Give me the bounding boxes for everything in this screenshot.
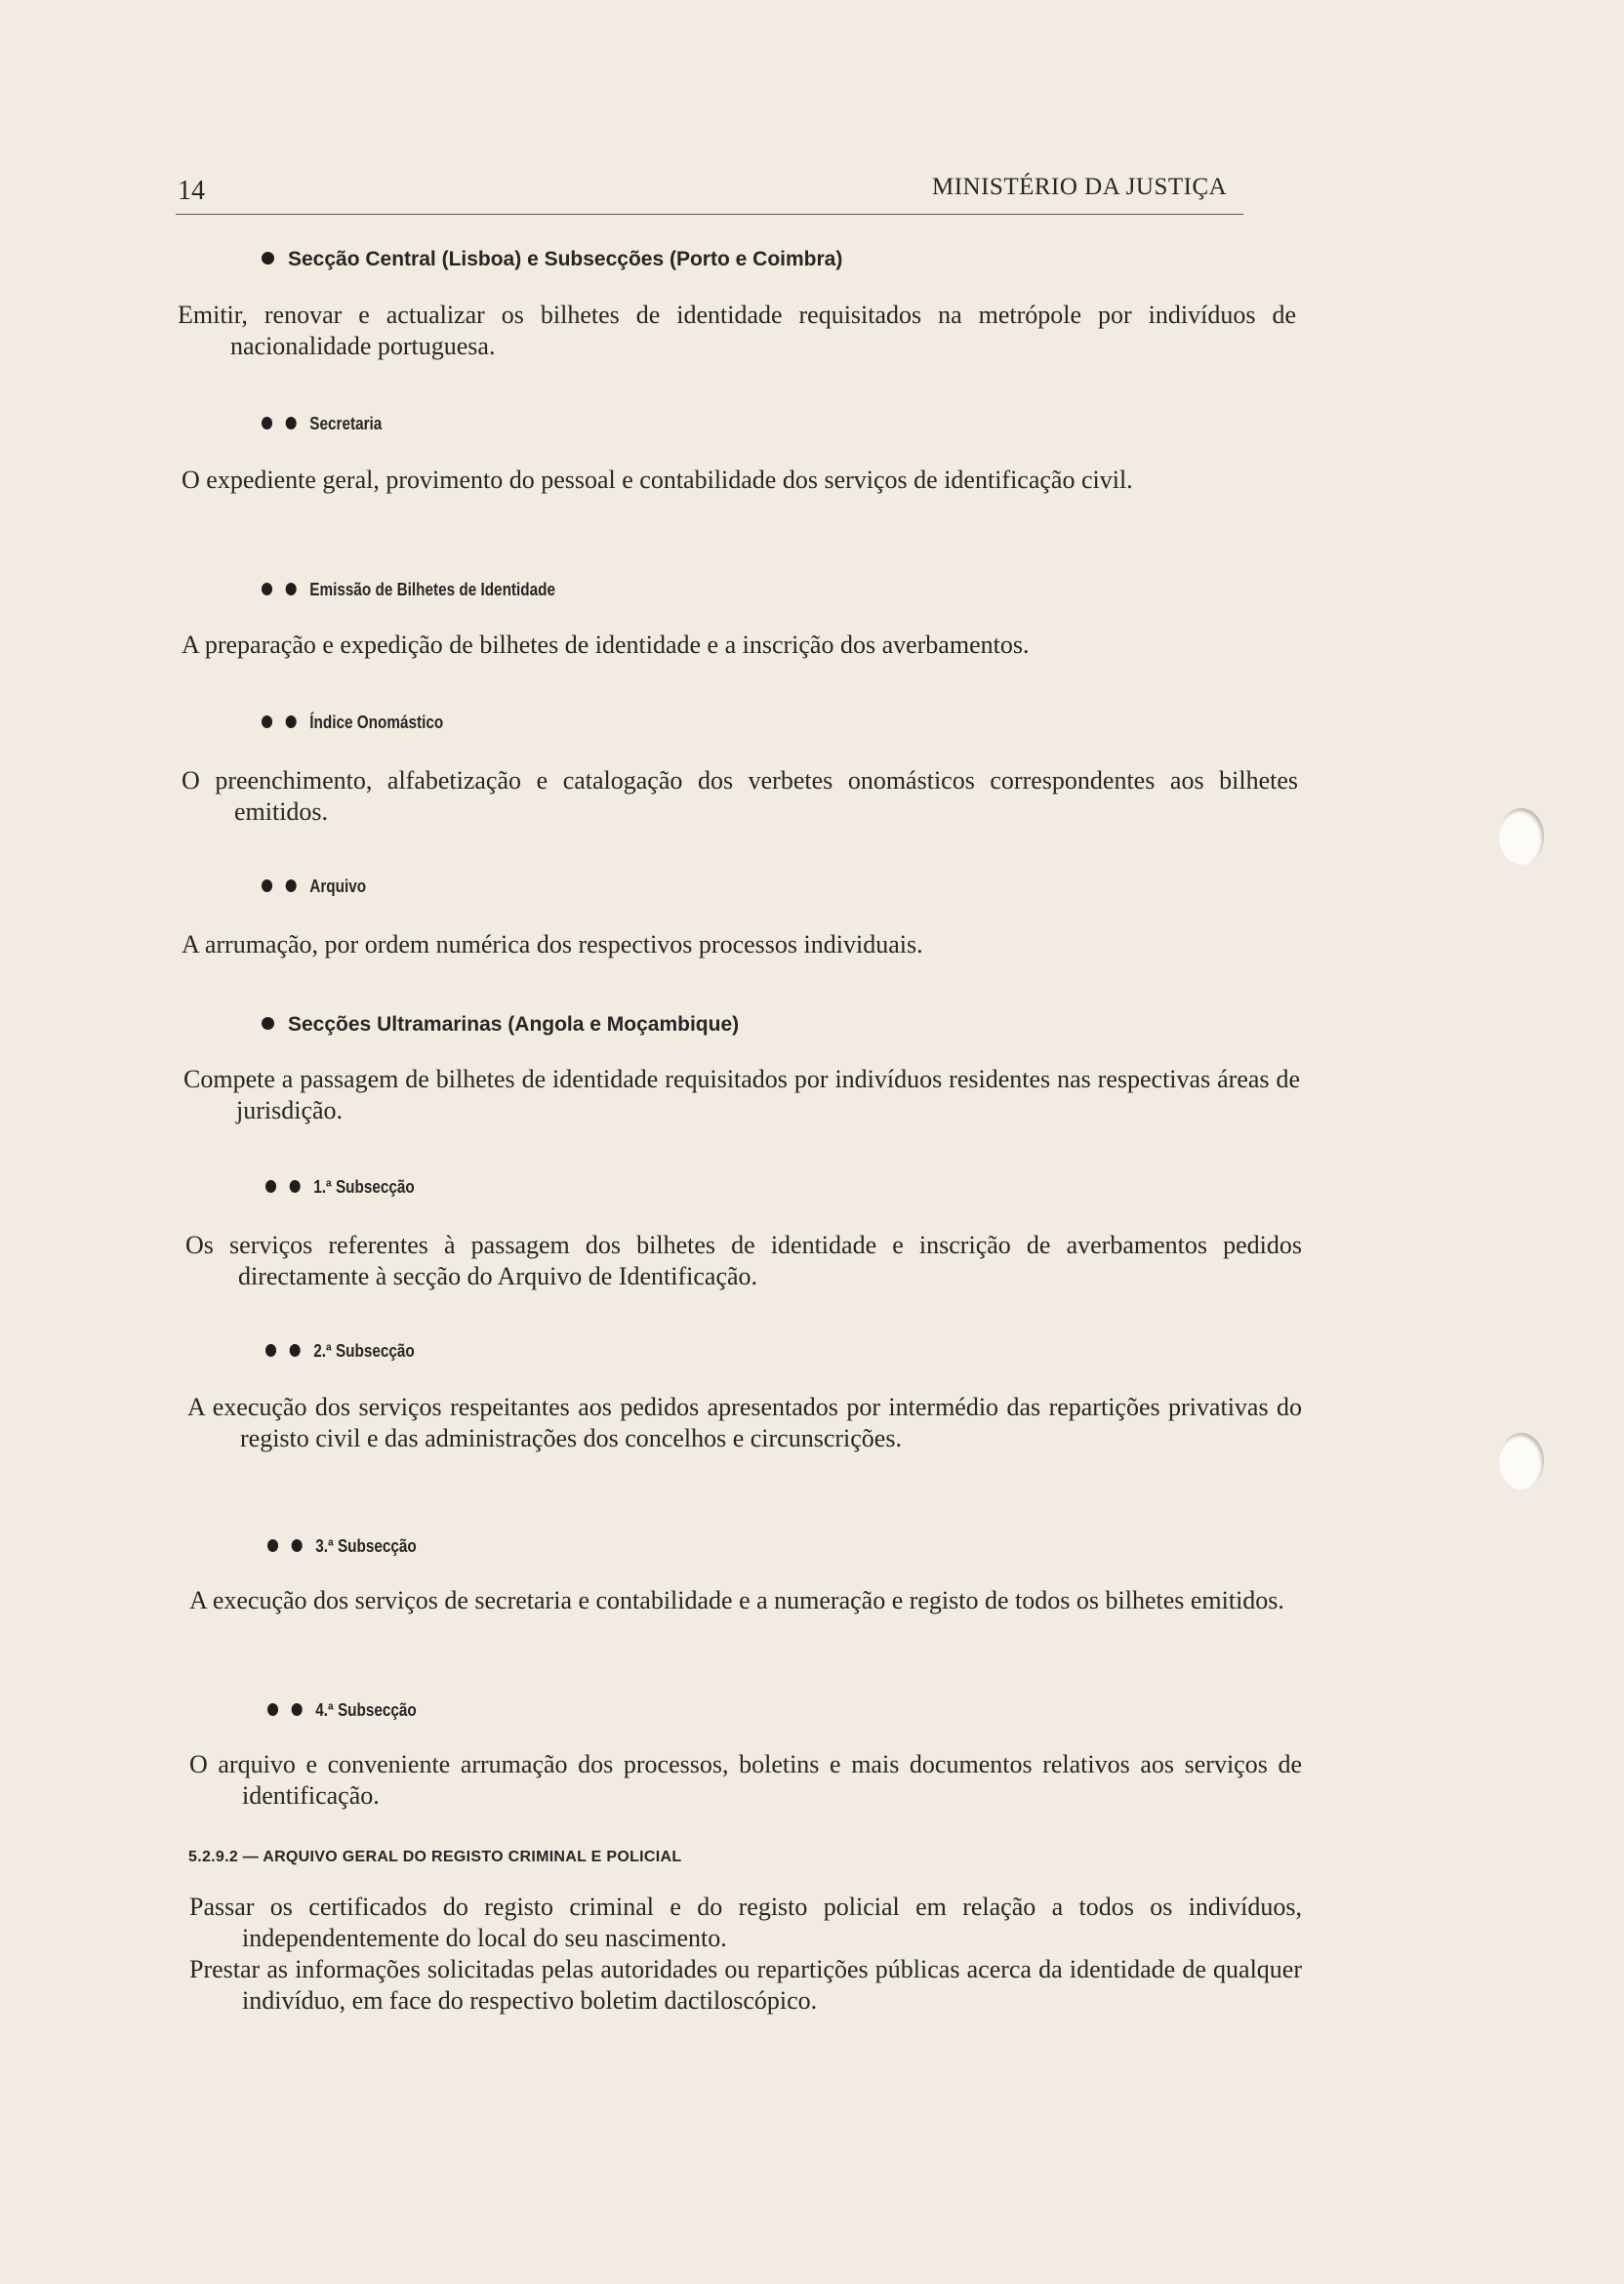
bullet-icon <box>290 1180 301 1193</box>
subsection-heading-sub3: 3.ª Subsecção <box>267 1536 417 1557</box>
paragraph-arquivo-geral-2: Prestar as informações solicitadas pelas autoridades ou repartições públicas acerca da identidade de qualquer indivíduo, em face do respectivo boletim dactiloscópico. <box>189 1955 1302 2015</box>
header-rule <box>176 214 1243 215</box>
bullet-icon <box>292 1539 303 1552</box>
bullet-icon <box>265 1180 276 1193</box>
paragraph-indice: O preenchimento, alfabetização e catalogação dos verbetes onomásticos correspondentes aos bilhetes emitidos. <box>182 766 1298 826</box>
bullet-icon <box>267 1703 278 1716</box>
subsection-heading-sub1: 1.ª Subsecção <box>265 1177 415 1198</box>
running-header: MINISTÉRIO DA JUSTIÇA <box>932 174 1228 200</box>
paragraph-sub4: O arquivo e conveniente arrumação dos processos, boletins e mais documentos relativos aos serviços de identificação. <box>189 1750 1302 1810</box>
page-number: 14 <box>178 176 205 206</box>
bullet-icon <box>286 417 297 429</box>
bullet-icon <box>267 1539 278 1552</box>
paragraph-sub2: A execução dos serviços respeitantes aos pedidos apresentados por intermédio das repartições privativas do registo civil e das administrações dos concelhos e circunscrições. <box>187 1393 1302 1452</box>
subsection-heading-sub4: 4.ª Subsecção <box>267 1700 417 1721</box>
paragraph-central: Emitir, renovar e actualizar os bilhetes de identidade requisitados na metrópole por indivíduos de nacionalidade portuguesa. <box>178 301 1296 360</box>
bullet-icon <box>286 583 297 595</box>
bullet-icon <box>262 417 272 429</box>
section-heading-arquivo-geral: 5.2.9.2 — ARQUIVO GERAL DO REGISTO CRIMINAL E POLICIAL <box>188 1849 682 1865</box>
bullet-icon <box>286 879 297 892</box>
bullet-icon <box>262 1017 274 1030</box>
section-heading-ultramarinas: Secções Ultramarinas (Angola e Moçambique) <box>262 1013 739 1037</box>
subsection-heading-arquivo: Arquivo <box>262 877 366 897</box>
bullet-icon <box>265 1344 276 1357</box>
subsection-heading-sub2: 2.ª Subsecção <box>265 1341 415 1362</box>
bullet-icon <box>290 1344 301 1357</box>
subsection-heading-secretaria: Secretaria <box>262 414 382 434</box>
bullet-icon <box>286 715 297 728</box>
punch-hole <box>1499 808 1544 865</box>
paragraph-secretaria: O expediente geral, provimento do pessoal e contabilidade dos serviços de identificação civil. <box>182 466 1133 494</box>
bullet-icon <box>262 583 272 595</box>
subsection-heading-emissao: Emissão de Bilhetes de Identidade <box>262 580 555 600</box>
section-heading-central: Secção Central (Lisboa) e Subsecções (Porto e Coimbra) <box>262 248 842 271</box>
subsection-heading-indice: Índice Onomástico <box>262 713 443 733</box>
punch-hole <box>1499 1433 1544 1489</box>
paragraph-sub1: Os serviços referentes à passagem dos bilhetes de identidade e inscrição de averbamentos pedidos directamente à secção do Arquivo de Identificação. <box>185 1231 1302 1290</box>
paragraph-arquivo-geral-1: Passar os certificados do registo criminal e do registo policial em relação a todos os indivíduos, independentemente do local do seu nascimento. <box>189 1893 1302 1952</box>
paragraph-ultramarinas: Compete a passagem de bilhetes de identidade requisitados por indivíduos residentes nas respectivas áreas de jurisdição. <box>183 1065 1300 1124</box>
bullet-icon <box>262 879 272 892</box>
paragraph-arquivo: A arrumação, por ordem numérica dos respectivos processos individuais. <box>182 930 923 958</box>
paragraph-emissao: A preparação e expedição de bilhetes de identidade e a inscrição dos averbamentos. <box>182 631 1030 659</box>
bullet-icon <box>262 715 272 728</box>
paragraph-sub3: A execução dos serviços de secretaria e contabilidade e a numeração e registo de todos os bilhetes emitidos. <box>189 1586 1284 1614</box>
bullet-icon <box>292 1703 303 1716</box>
bullet-icon <box>262 252 274 265</box>
